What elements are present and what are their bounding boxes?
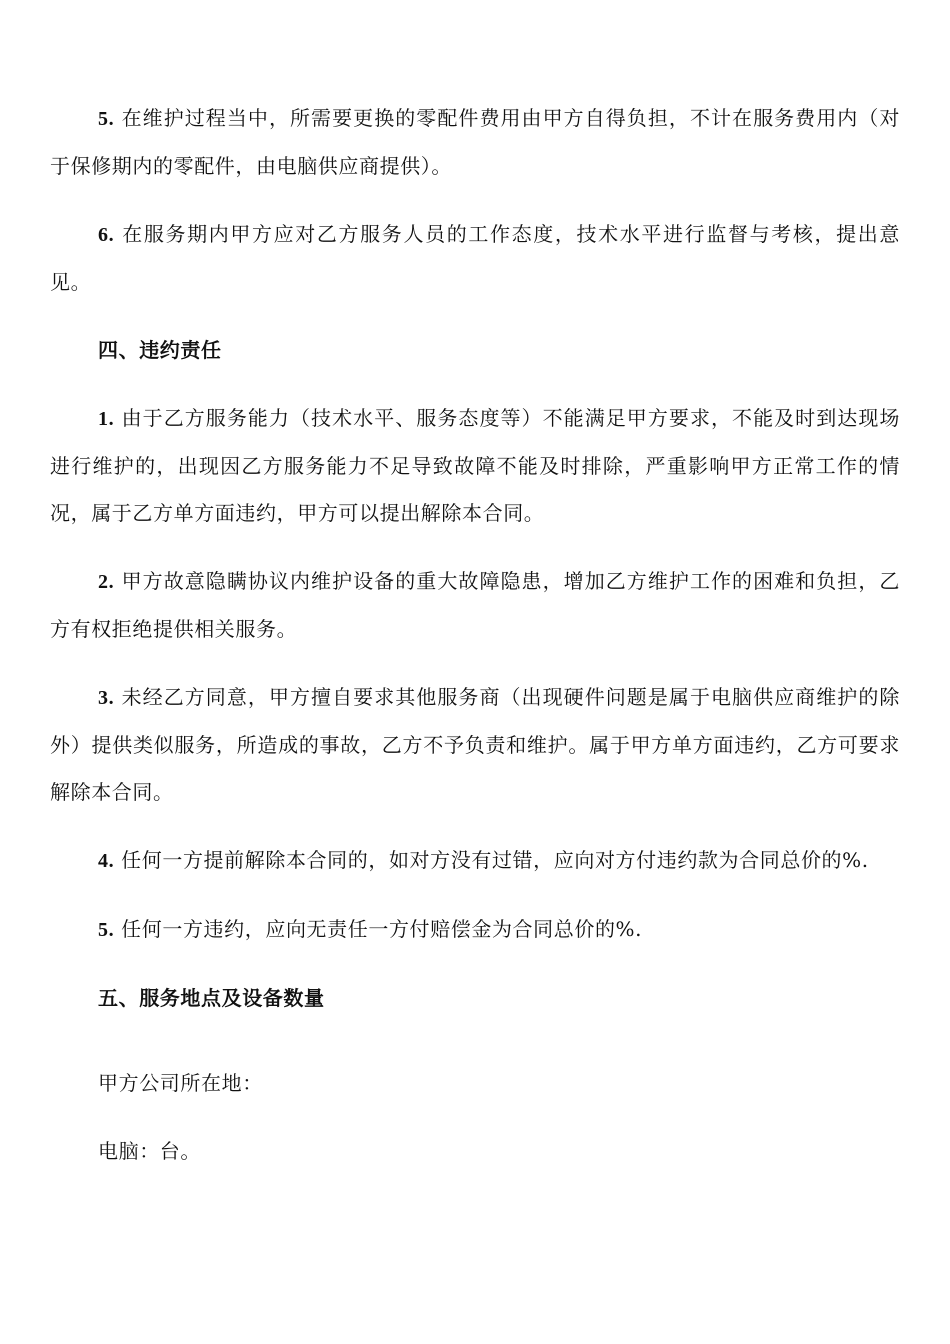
clause-4-3 [50,674,900,816]
clause-text: 甲方故意隐瞒协议内维护设备的重大故障隐患，增加乙方维护工作的困难和负担，乙方有权拒绝提供相关服务。 [50,569,900,641]
clause-3-6 [50,211,900,306]
section-heading-5: 五、服务地点及设备数量 [98,986,325,1010]
computers-line: 电脑：台。 [98,1139,201,1163]
clause-4-5 [50,906,900,954]
clause-text: 任何一方提前解除本合同的，如对方没有过错，应向对方付违约款为合同总价的%. [114,848,869,872]
clause-text: 任何一方违约，应向无责任一方付赔偿金为合同总价的%. [114,917,643,941]
clause-number: 4. [98,850,115,872]
clause-number: 2. [98,571,115,593]
clause-number: 5. [98,108,115,130]
clause-3-5 [50,95,900,190]
clause-text: 由于乙方服务能力（技术水平、服务态度等）不能满足甲方要求，不能及时到达现场进行维护的，出现因乙方服务能力不足导致故障不能及时排除，严重影响甲方正常工作的情况，属于乙方单方面违约，甲方可以提出解除本合同。 [50,406,900,525]
document-page [50,95,900,1175]
clause-number: 5. [98,919,115,941]
clause-text: 未经乙方同意，甲方擅自要求其他服务商（出现硬件问题是属于电脑供应商维护的除外）提供类似服务，所造成的事故，乙方不予负责和维护。属于甲方单方面违约，乙方可要求解除本合同。 [50,685,900,804]
clause-text: 在服务期内甲方应对乙方服务人员的工作态度，技术水平进行监督与考核，提出意见。 [50,222,900,294]
clause-4-2 [50,558,900,653]
clause-number: 6. [98,224,115,246]
clause-4-1 [50,395,900,537]
clause-4-4 [50,837,900,885]
location-line: 甲方公司所在地： [98,1071,263,1095]
clause-text: 在维护过程当中，所需要更换的零配件费用由甲方自得负担，不计在服务费用内（对于保修期内的零配件，由电脑供应商提供）。 [50,106,900,178]
clause-number: 1. [98,408,115,430]
clause-number: 3. [98,687,115,709]
section-heading-4: 四、违约责任 [98,338,222,362]
